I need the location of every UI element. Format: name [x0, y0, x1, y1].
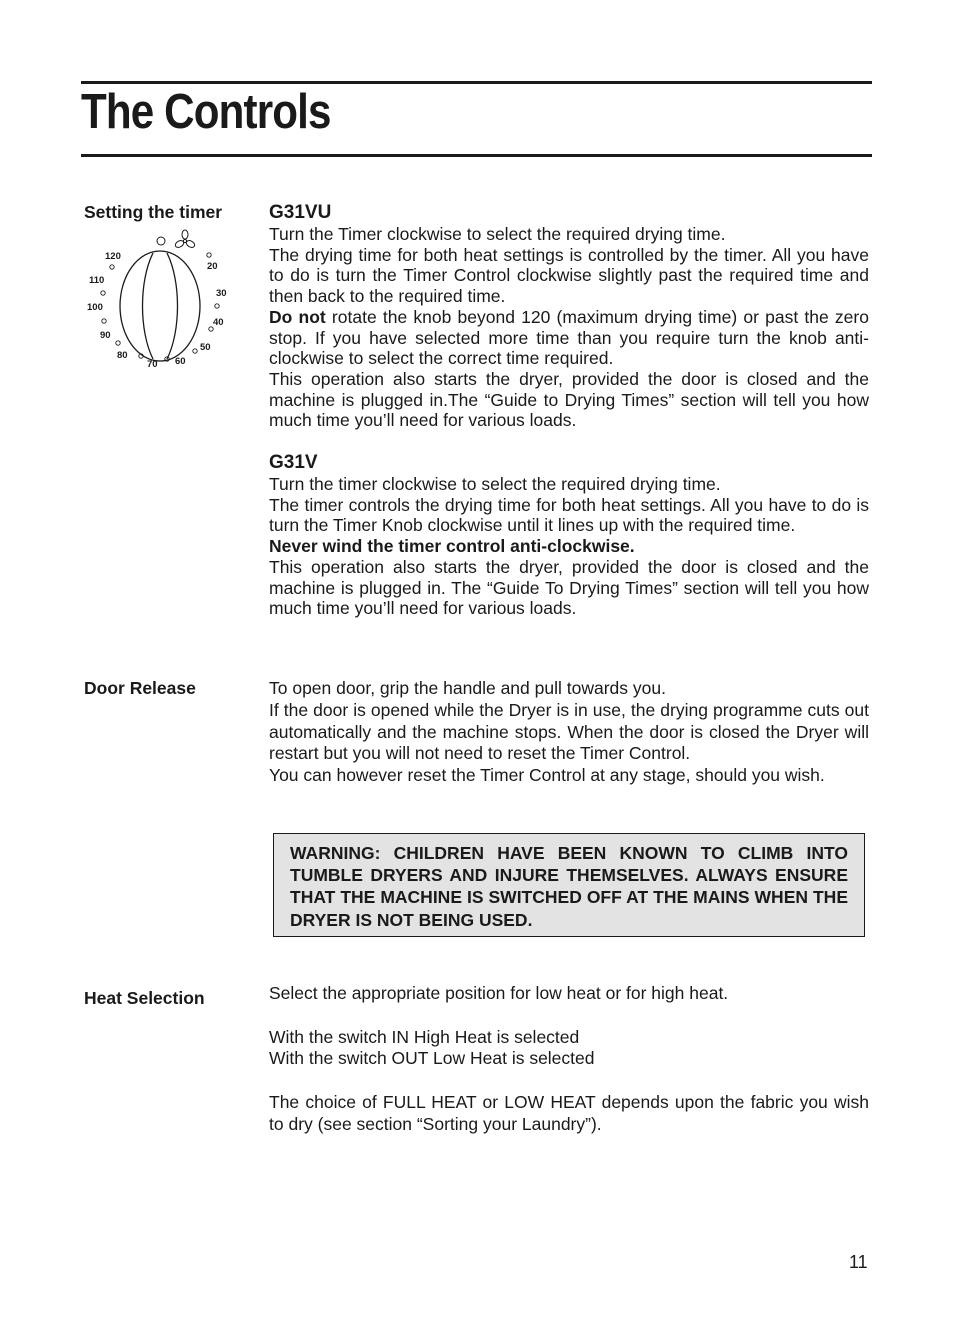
dial-label: 20	[207, 261, 218, 272]
paragraph: The timer controls the drying time for both heat settings. All you have to do is turn the Timer Knob clockwise until it lines up with the required time.	[269, 494, 869, 536]
paragraph: With the switch OUT Low Heat is selected	[269, 1048, 595, 1069]
model-heading-g31vu: G31VU	[269, 202, 332, 223]
paragraph: With the switch IN High Heat is selected	[269, 1026, 580, 1047]
paragraph: The drying time for both heat settings is controlled by the timer. All you have to do is turn the Timer Control clockwise slightly past the required time and then back to the required time.	[269, 244, 869, 307]
paragraph: To open door, grip the handle and pull towards you.	[269, 678, 666, 698]
dial-label: 70	[147, 359, 158, 370]
warning-text: WARNING: CHILDREN HAVE BEEN KNOWN TO CLIMB INTO TUMBLE DRYERS AND INJURE THEMSELVES. ALWAYS ENSURE THAT THE MACHINE IS SWITCHED OFF AT THE MAINS WHEN THE DRYER IS NOT BEING USED.	[290, 843, 848, 930]
dial-label: 100	[87, 302, 103, 313]
dial-label: 120	[105, 251, 121, 262]
heat-selection-text	[269, 983, 869, 1136]
paragraph: Select the appropriate position for low heat or for high heat.	[269, 983, 729, 1003]
dial-label: 30	[216, 288, 227, 299]
paragraph: If the door is opened while the Dryer is in use, the drying programme cuts out automatically and the machine stops. When the door is closed the Dryer will restart but you will not need to reset the Timer Control.	[269, 699, 869, 764]
fan-icon	[174, 230, 196, 249]
dial-label: 110	[89, 275, 105, 286]
dial-dot	[101, 291, 105, 295]
dial-label: 50	[200, 342, 211, 353]
page-number: 11	[849, 1252, 868, 1272]
dial-dot	[110, 265, 114, 269]
dial-label: 90	[100, 330, 111, 341]
timer-instructions	[269, 202, 869, 619]
emphasis: Do not	[269, 306, 326, 327]
indicator-mark-icon	[157, 237, 165, 245]
model-heading-g31v: G31V	[269, 452, 318, 474]
paragraph: This operation also starts the dryer, provided the door is closed and the machine is plugged in. The “Guide To Drying Times” section will tell you how much time you’ll need for various loads.	[269, 556, 869, 619]
paragraph-text: rotate the knob beyond 120 (maximum drying time) or past the zero stop. If you have selected more time than you require turn the knob anti-clockwise to select the correct time required.	[269, 306, 869, 369]
paragraph: Turn the Timer clockwise to select the required drying time.	[269, 224, 726, 244]
paragraph	[269, 307, 869, 369]
dial-dot	[215, 304, 219, 308]
title-underline-rule	[81, 154, 872, 157]
dial-label: 40	[213, 317, 224, 328]
dial-dot	[193, 349, 197, 353]
paragraph: You can however reset the Timer Control at any stage, should you wish.	[269, 765, 825, 786]
section-label-heat-selection: Heat Selection	[84, 988, 205, 1008]
dial-dot	[207, 253, 211, 257]
paragraph: The choice of FULL HEAT or LOW HEAT depends upon the fabric you wish to dry (see section “Sorting your Laundry”).	[269, 1091, 869, 1134]
paragraph: Turn the timer clockwise to select the required drying time.	[269, 474, 721, 495]
section-label-timer: Setting the timer	[84, 202, 223, 222]
timer-knob	[120, 251, 200, 361]
dial-dot	[116, 341, 120, 345]
dial-dot	[102, 319, 106, 323]
section-label-door-release: Door Release	[84, 678, 196, 698]
page-title: The Controls	[81, 85, 331, 139]
paragraph: This operation also starts the dryer, provided the door is closed and the machine is plugged in.The “Guide to Drying Times” section will tell you how much time you’ll need for various loads.	[269, 368, 869, 431]
timer-dial-diagram	[84, 226, 234, 374]
dial-label: 80	[117, 350, 128, 361]
bold-warning-line: Never wind the timer control anti-clockwise.	[269, 536, 635, 557]
dial-label: 60	[175, 356, 186, 367]
door-release-text	[269, 678, 869, 787]
warning-box	[273, 833, 865, 937]
